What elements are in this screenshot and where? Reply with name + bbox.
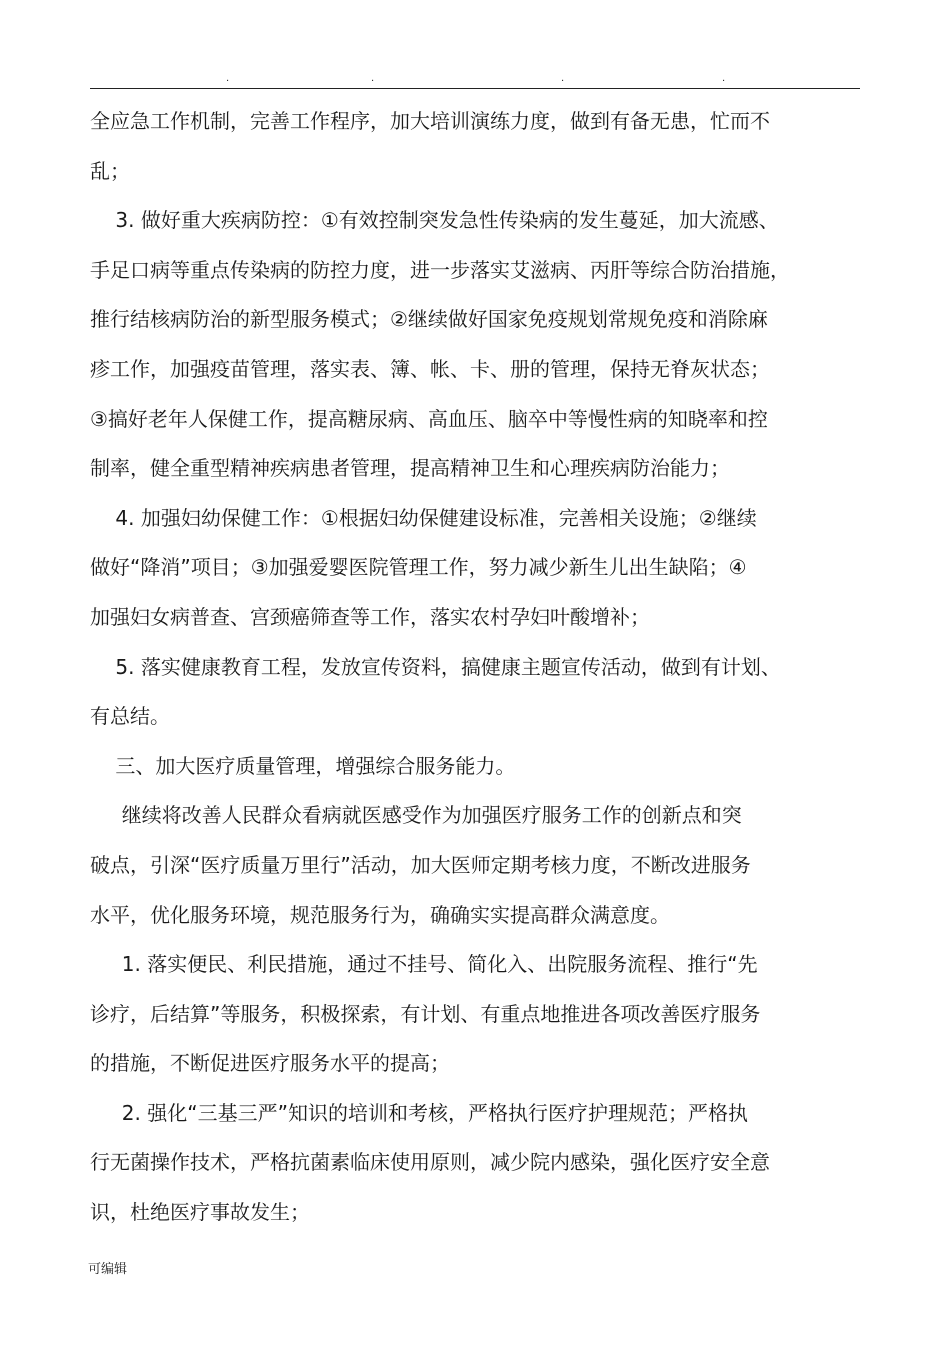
body-line: 行无菌操作技术，严格抗菌素临床使用原则，减少院内感染，强化医疗安全意: [90, 1150, 770, 1175]
body-line: 4. 加强妇幼保健工作：①根据妇幼保健建设标准，完善相关设施；②继续: [90, 505, 757, 530]
body-line: 水平，优化服务环境，规范服务行为，确确实实提高群众满意度。: [90, 902, 670, 927]
body-line: 5. 落实健康教育工程，发放宣传资料，搞健康主题宣传活动，做到有计划、: [90, 654, 781, 679]
header-dot: .: [371, 73, 375, 84]
body-line: ③搞好老年人保健工作，提高糖尿病、高血压、脑卒中等慢性病的知晓率和控: [90, 406, 768, 431]
footer-label: 可编辑: [88, 1262, 128, 1277]
body-line: 全应急工作机制，完善工作程序，加大培训演练力度，做到有备无患，忙而不: [90, 109, 770, 133]
body-line: 有总结。: [90, 704, 170, 729]
body-line: 诊疗，后结算”等服务，积极探索，有计划、有重点地推进各项改善医疗服务: [90, 1001, 761, 1026]
header-rule: [90, 88, 860, 89]
body-line: 乱；: [90, 158, 130, 183]
body-line: 的措施，不断促进医疗服务水平的提高；: [90, 1051, 450, 1076]
body-line: 破点，引深“医疗质量万里行”活动，加大医师定期考核力度，不断改进服务: [90, 852, 751, 877]
body-line: 继续将改善人民群众看病就医感受作为加强医疗服务工作的创新点和突: [90, 803, 742, 828]
body-line: 推行结核病防治的新型服务模式；②继续做好国家免疫规划常规免疫和消除麻: [90, 307, 768, 332]
body-line: 疹工作，加强疫苗管理，落实表、簿、帐、卡、册的管理，保持无脊灰状态；: [90, 356, 770, 381]
header-dot: .: [561, 73, 565, 84]
body-line: 制率，健全重型精神疾病患者管理，提高精神卫生和心理疾病防治能力；: [90, 456, 730, 481]
header-dot: .: [722, 73, 726, 84]
header-dot: .: [226, 73, 230, 84]
document-body: [90, 97, 820, 1238]
body-line: 2. 强化“三基三严”知识的培训和考核，严格执行医疗护理规范；严格执: [90, 1100, 748, 1125]
body-line: 加强妇女病普查、宫颈癌筛查等工作，落实农村孕妇叶酸增补；: [90, 604, 650, 629]
body-line: 手足口病等重点传染病的防控力度，进一步落实艾滋病、丙肝等综合防治措施，: [90, 257, 790, 282]
body-line: 1. 落实便民、利民措施，通过不挂号、简化入、出院服务流程、推行“先: [90, 952, 758, 977]
body-line: 识，杜绝医疗事故发生；: [90, 1200, 310, 1225]
section-heading: 三、加大医疗质量管理，增强综合服务能力。: [90, 753, 516, 778]
body-line: 3. 做好重大疾病防控：①有效控制突发急性传染病的发生蔓延，加大流感、: [90, 208, 779, 233]
body-line: 做好“降消”项目；③加强爱婴医院管理工作，努力减少新生儿出生缺陷；④: [90, 555, 747, 580]
